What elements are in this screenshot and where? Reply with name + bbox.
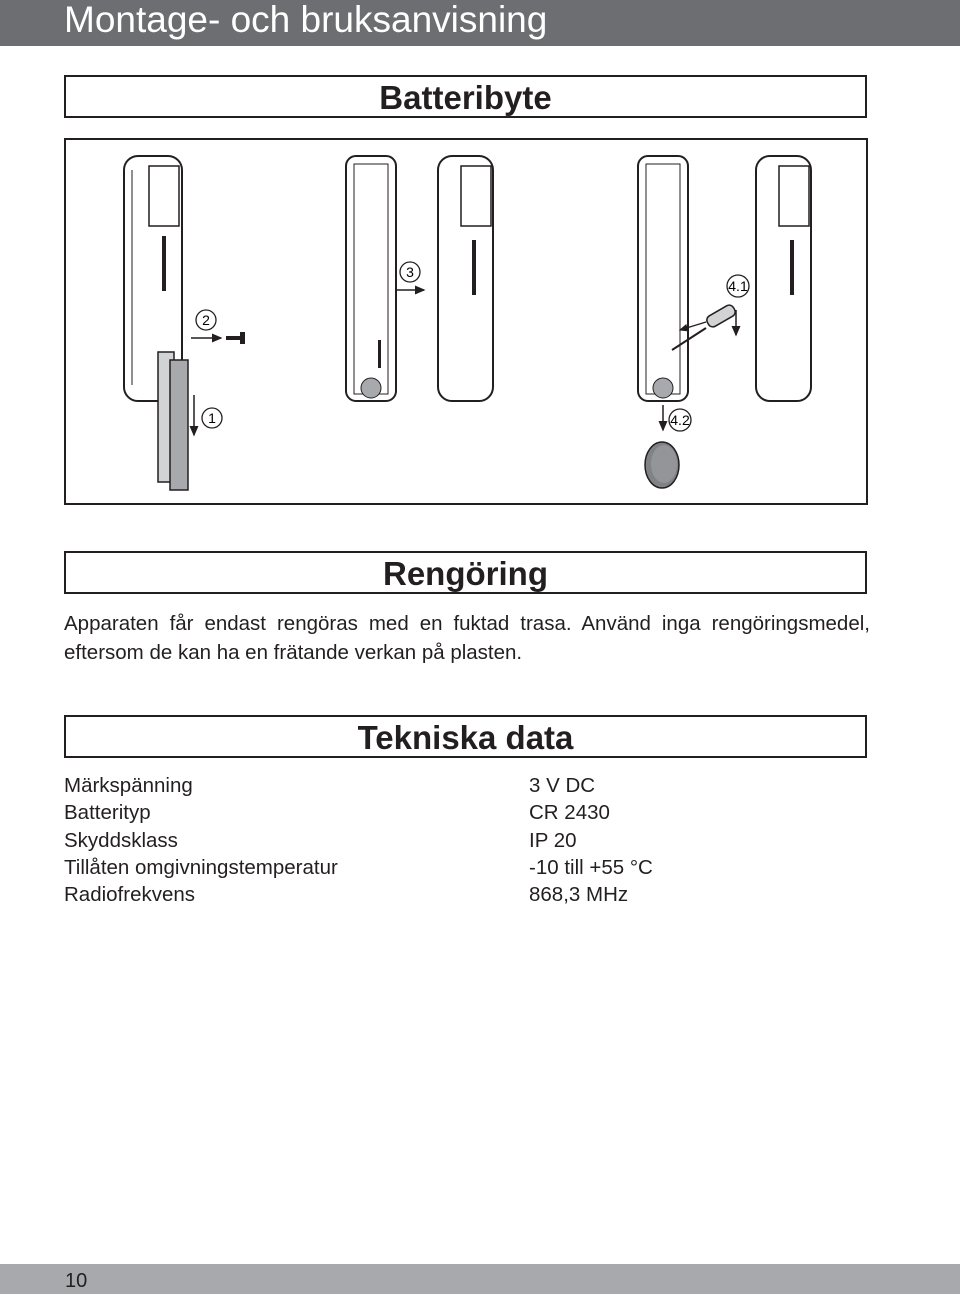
- svg-text:2: 2: [202, 312, 210, 328]
- device-step-5-front: [756, 156, 811, 401]
- spec-label: Radiofrekvens: [64, 883, 196, 907]
- footer-bar: [0, 1264, 960, 1294]
- spec-row: [64, 827, 764, 854]
- spec-label: Märkspänning: [64, 774, 193, 797]
- device-step-3-front: [438, 156, 493, 401]
- spec-value: -10 till +55 °C: [529, 855, 653, 879]
- section-heading-cleaning: [64, 551, 867, 594]
- device-step-4-open: [638, 156, 688, 401]
- wall-plate: [158, 352, 188, 490]
- spec-value: IP 20: [529, 828, 577, 852]
- section-title-battery: Batteribyte: [379, 79, 552, 116]
- spec-label: Skyddsklass: [64, 828, 178, 852]
- specs-table: [64, 772, 764, 908]
- cleaning-paragraph: Apparaten får endast rengöras med en fuktad trasa. Använd inga rengöringsmedel, eftersom de kan ha en frätande verkan på plasten.: [64, 612, 870, 664]
- svg-text:1: 1: [208, 410, 216, 426]
- svg-text:4.2: 4.2: [670, 412, 690, 428]
- section-heading-battery: [64, 75, 867, 118]
- page-title: Montage- och bruksanvisning: [64, 0, 548, 40]
- battery-replacement-illustration: [64, 138, 868, 505]
- section-title-technical: Tekniska data: [357, 719, 574, 756]
- spec-value: CR 2430: [529, 801, 610, 825]
- screw-icon: [226, 332, 245, 344]
- spec-row: [64, 854, 764, 881]
- spec-row: [64, 881, 764, 908]
- section-title-cleaning: Rengöring: [383, 555, 548, 592]
- spec-label: Tillåten omgivningstemperatur: [64, 855, 338, 879]
- svg-text:4.1: 4.1: [728, 278, 748, 294]
- svg-text:3: 3: [406, 264, 414, 280]
- spec-value: 3 V DC: [529, 774, 596, 797]
- spec-row: [64, 799, 764, 826]
- section-heading-technical: [64, 715, 867, 758]
- spec-label: Batterityp: [64, 801, 151, 825]
- spec-value: 868,3 MHz: [529, 883, 629, 907]
- device-step-3-open: [346, 156, 396, 401]
- page-number: 10: [65, 1270, 88, 1292]
- spec-row: [64, 772, 764, 799]
